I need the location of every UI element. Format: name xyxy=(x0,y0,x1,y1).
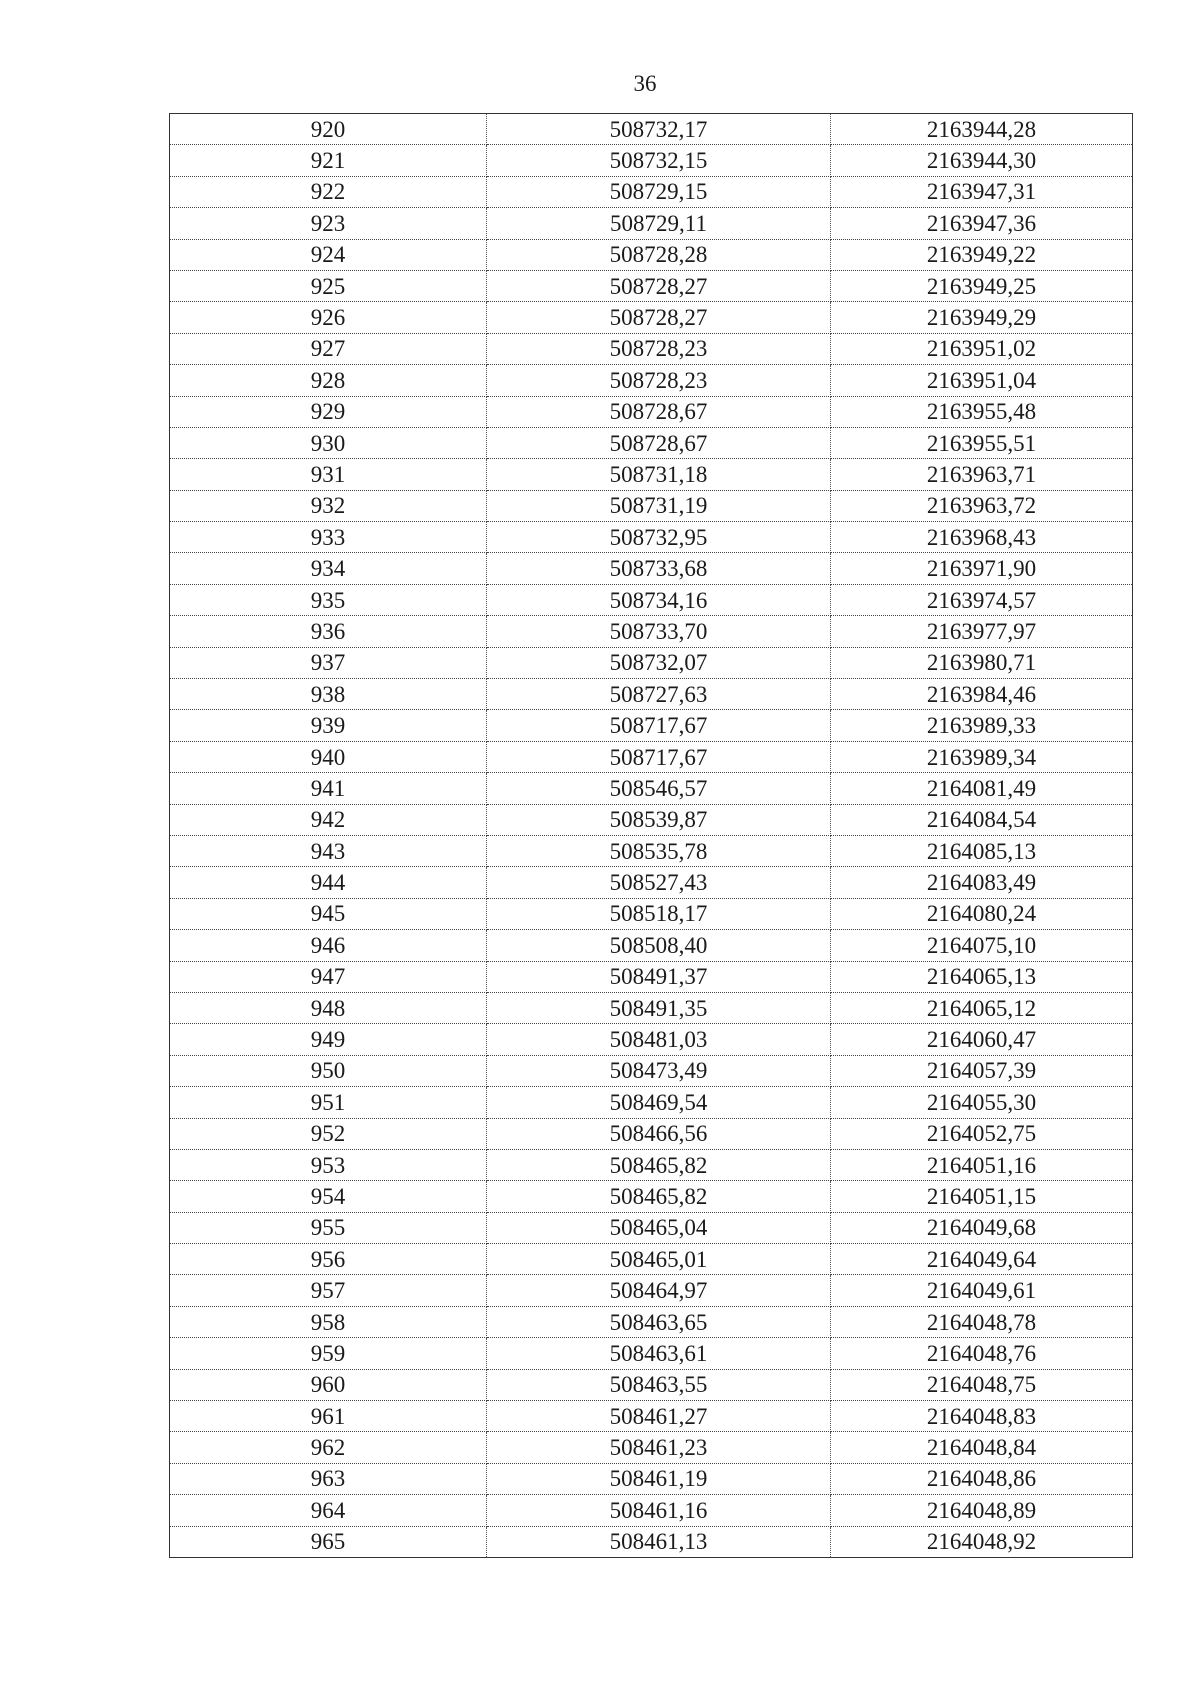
point-number-cell: 931 xyxy=(170,459,487,490)
x-coordinate-cell: 508465,01 xyxy=(487,1244,831,1275)
y-coordinate-cell: 2164075,10 xyxy=(831,930,1133,961)
table-row xyxy=(170,208,1133,239)
coordinates-table xyxy=(169,113,1133,1558)
point-number-cell: 964 xyxy=(170,1495,487,1526)
table-row xyxy=(170,679,1133,710)
y-coordinate-cell: 2163974,57 xyxy=(831,584,1133,615)
x-coordinate-cell: 508481,03 xyxy=(487,1024,831,1055)
y-coordinate-cell: 2164065,12 xyxy=(831,992,1133,1023)
y-coordinate-cell: 2164065,13 xyxy=(831,961,1133,992)
table-row xyxy=(170,270,1133,301)
x-coordinate-cell: 508729,11 xyxy=(487,208,831,239)
table-row xyxy=(170,302,1133,333)
point-number-cell: 934 xyxy=(170,553,487,584)
y-coordinate-cell: 2164060,47 xyxy=(831,1024,1133,1055)
x-coordinate-cell: 508728,23 xyxy=(487,333,831,364)
point-number-cell: 949 xyxy=(170,1024,487,1055)
x-coordinate-cell: 508463,55 xyxy=(487,1369,831,1400)
x-coordinate-cell: 508731,18 xyxy=(487,459,831,490)
point-number-cell: 936 xyxy=(170,616,487,647)
x-coordinate-cell: 508469,54 xyxy=(487,1087,831,1118)
y-coordinate-cell: 2164048,78 xyxy=(831,1306,1133,1337)
point-number-cell: 951 xyxy=(170,1087,487,1118)
coordinates-table-body xyxy=(170,114,1133,1558)
table-row xyxy=(170,365,1133,396)
table-row xyxy=(170,1369,1133,1400)
table-row xyxy=(170,1401,1133,1432)
table-row xyxy=(170,396,1133,427)
y-coordinate-cell: 2163963,72 xyxy=(831,490,1133,521)
y-coordinate-cell: 2164051,15 xyxy=(831,1181,1133,1212)
x-coordinate-cell: 508491,37 xyxy=(487,961,831,992)
x-coordinate-cell: 508464,97 xyxy=(487,1275,831,1306)
x-coordinate-cell: 508734,16 xyxy=(487,584,831,615)
table-row xyxy=(170,522,1133,553)
y-coordinate-cell: 2164083,49 xyxy=(831,867,1133,898)
y-coordinate-cell: 2163977,97 xyxy=(831,616,1133,647)
table-row xyxy=(170,616,1133,647)
y-coordinate-cell: 2163989,33 xyxy=(831,710,1133,741)
table-row xyxy=(170,1024,1133,1055)
point-number-cell: 935 xyxy=(170,584,487,615)
x-coordinate-cell: 508728,28 xyxy=(487,239,831,270)
point-number-cell: 950 xyxy=(170,1055,487,1086)
x-coordinate-cell: 508728,67 xyxy=(487,427,831,458)
x-coordinate-cell: 508539,87 xyxy=(487,804,831,835)
x-coordinate-cell: 508518,17 xyxy=(487,898,831,929)
point-number-cell: 957 xyxy=(170,1275,487,1306)
y-coordinate-cell: 2164049,68 xyxy=(831,1212,1133,1243)
point-number-cell: 925 xyxy=(170,270,487,301)
table-row xyxy=(170,176,1133,207)
table-row xyxy=(170,1275,1133,1306)
table-row xyxy=(170,553,1133,584)
x-coordinate-cell: 508473,49 xyxy=(487,1055,831,1086)
point-number-cell: 929 xyxy=(170,396,487,427)
x-coordinate-cell: 508732,07 xyxy=(487,647,831,678)
table-row xyxy=(170,1181,1133,1212)
point-number-cell: 941 xyxy=(170,773,487,804)
y-coordinate-cell: 2163949,25 xyxy=(831,270,1133,301)
y-coordinate-cell: 2164048,75 xyxy=(831,1369,1133,1400)
x-coordinate-cell: 508732,17 xyxy=(487,114,831,145)
table-row xyxy=(170,114,1133,145)
point-number-cell: 946 xyxy=(170,930,487,961)
table-row xyxy=(170,1087,1133,1118)
point-number-cell: 962 xyxy=(170,1432,487,1463)
point-number-cell: 958 xyxy=(170,1306,487,1337)
x-coordinate-cell: 508733,68 xyxy=(487,553,831,584)
point-number-cell: 926 xyxy=(170,302,487,333)
y-coordinate-cell: 2164084,54 xyxy=(831,804,1133,835)
table-row xyxy=(170,804,1133,835)
x-coordinate-cell: 508463,61 xyxy=(487,1338,831,1369)
y-coordinate-cell: 2163955,48 xyxy=(831,396,1133,427)
y-coordinate-cell: 2164049,61 xyxy=(831,1275,1133,1306)
y-coordinate-cell: 2163984,46 xyxy=(831,679,1133,710)
y-coordinate-cell: 2163980,71 xyxy=(831,647,1133,678)
point-number-cell: 933 xyxy=(170,522,487,553)
table-row xyxy=(170,835,1133,866)
y-coordinate-cell: 2163947,31 xyxy=(831,176,1133,207)
point-number-cell: 942 xyxy=(170,804,487,835)
x-coordinate-cell: 508465,04 xyxy=(487,1212,831,1243)
y-coordinate-cell: 2164051,16 xyxy=(831,1149,1133,1180)
y-coordinate-cell: 2163944,28 xyxy=(831,114,1133,145)
point-number-cell: 956 xyxy=(170,1244,487,1275)
table-row xyxy=(170,333,1133,364)
y-coordinate-cell: 2164080,24 xyxy=(831,898,1133,929)
table-row xyxy=(170,1118,1133,1149)
y-coordinate-cell: 2163963,71 xyxy=(831,459,1133,490)
x-coordinate-cell: 508728,23 xyxy=(487,365,831,396)
y-coordinate-cell: 2164048,89 xyxy=(831,1495,1133,1526)
table-row xyxy=(170,459,1133,490)
point-number-cell: 921 xyxy=(170,145,487,176)
y-coordinate-cell: 2164055,30 xyxy=(831,1087,1133,1118)
x-coordinate-cell: 508535,78 xyxy=(487,835,831,866)
point-number-cell: 945 xyxy=(170,898,487,929)
point-number-cell: 920 xyxy=(170,114,487,145)
point-number-cell: 939 xyxy=(170,710,487,741)
point-number-cell: 955 xyxy=(170,1212,487,1243)
x-coordinate-cell: 508546,57 xyxy=(487,773,831,804)
table-row xyxy=(170,898,1133,929)
table-row xyxy=(170,1149,1133,1180)
table-row xyxy=(170,1306,1133,1337)
table-row xyxy=(170,992,1133,1023)
table-row xyxy=(170,961,1133,992)
point-number-cell: 937 xyxy=(170,647,487,678)
table-row xyxy=(170,145,1133,176)
y-coordinate-cell: 2164048,84 xyxy=(831,1432,1133,1463)
x-coordinate-cell: 508465,82 xyxy=(487,1181,831,1212)
y-coordinate-cell: 2164057,39 xyxy=(831,1055,1133,1086)
point-number-cell: 947 xyxy=(170,961,487,992)
y-coordinate-cell: 2163951,04 xyxy=(831,365,1133,396)
table-row xyxy=(170,1526,1133,1557)
x-coordinate-cell: 508727,63 xyxy=(487,679,831,710)
y-coordinate-cell: 2163949,29 xyxy=(831,302,1133,333)
y-coordinate-cell: 2163968,43 xyxy=(831,522,1133,553)
point-number-cell: 943 xyxy=(170,835,487,866)
y-coordinate-cell: 2164052,75 xyxy=(831,1118,1133,1149)
x-coordinate-cell: 508527,43 xyxy=(487,867,831,898)
x-coordinate-cell: 508461,27 xyxy=(487,1401,831,1432)
y-coordinate-cell: 2163947,36 xyxy=(831,208,1133,239)
x-coordinate-cell: 508717,67 xyxy=(487,741,831,772)
y-coordinate-cell: 2163944,30 xyxy=(831,145,1133,176)
point-number-cell: 940 xyxy=(170,741,487,772)
x-coordinate-cell: 508731,19 xyxy=(487,490,831,521)
y-coordinate-cell: 2164048,76 xyxy=(831,1338,1133,1369)
point-number-cell: 938 xyxy=(170,679,487,710)
y-coordinate-cell: 2164048,83 xyxy=(831,1401,1133,1432)
point-number-cell: 932 xyxy=(170,490,487,521)
table-row xyxy=(170,1463,1133,1494)
x-coordinate-cell: 508508,40 xyxy=(487,930,831,961)
y-coordinate-cell: 2163989,34 xyxy=(831,741,1133,772)
table-row xyxy=(170,1495,1133,1526)
x-coordinate-cell: 508732,95 xyxy=(487,522,831,553)
y-coordinate-cell: 2164081,49 xyxy=(831,773,1133,804)
table-row xyxy=(170,1338,1133,1369)
point-number-cell: 922 xyxy=(170,176,487,207)
point-number-cell: 923 xyxy=(170,208,487,239)
x-coordinate-cell: 508465,82 xyxy=(487,1149,831,1180)
x-coordinate-cell: 508728,27 xyxy=(487,302,831,333)
table-row xyxy=(170,1212,1133,1243)
y-coordinate-cell: 2163949,22 xyxy=(831,239,1133,270)
x-coordinate-cell: 508463,65 xyxy=(487,1306,831,1337)
y-coordinate-cell: 2164049,64 xyxy=(831,1244,1133,1275)
x-coordinate-cell: 508461,23 xyxy=(487,1432,831,1463)
y-coordinate-cell: 2163971,90 xyxy=(831,553,1133,584)
table-row xyxy=(170,930,1133,961)
table-row xyxy=(170,239,1133,270)
table-row xyxy=(170,867,1133,898)
y-coordinate-cell: 2163955,51 xyxy=(831,427,1133,458)
point-number-cell: 928 xyxy=(170,365,487,396)
table-row xyxy=(170,773,1133,804)
x-coordinate-cell: 508461,16 xyxy=(487,1495,831,1526)
page-number: 36 xyxy=(633,71,657,96)
x-coordinate-cell: 508728,27 xyxy=(487,270,831,301)
table-row xyxy=(170,1055,1133,1086)
x-coordinate-cell: 508729,15 xyxy=(487,176,831,207)
x-coordinate-cell: 508491,35 xyxy=(487,992,831,1023)
point-number-cell: 954 xyxy=(170,1181,487,1212)
point-number-cell: 927 xyxy=(170,333,487,364)
x-coordinate-cell: 508717,67 xyxy=(487,710,831,741)
table-row xyxy=(170,584,1133,615)
point-number-cell: 965 xyxy=(170,1526,487,1557)
y-coordinate-cell: 2164048,86 xyxy=(831,1463,1133,1494)
x-coordinate-cell: 508733,70 xyxy=(487,616,831,647)
point-number-cell: 948 xyxy=(170,992,487,1023)
table-row xyxy=(170,427,1133,458)
x-coordinate-cell: 508732,15 xyxy=(487,145,831,176)
table-row xyxy=(170,647,1133,678)
point-number-cell: 959 xyxy=(170,1338,487,1369)
point-number-cell: 953 xyxy=(170,1149,487,1180)
y-coordinate-cell: 2164048,92 xyxy=(831,1526,1133,1557)
table-row xyxy=(170,490,1133,521)
y-coordinate-cell: 2164085,13 xyxy=(831,835,1133,866)
point-number-cell: 963 xyxy=(170,1463,487,1494)
table-row xyxy=(170,710,1133,741)
point-number-cell: 924 xyxy=(170,239,487,270)
point-number-cell: 960 xyxy=(170,1369,487,1400)
table-row xyxy=(170,1244,1133,1275)
point-number-cell: 961 xyxy=(170,1401,487,1432)
y-coordinate-cell: 2163951,02 xyxy=(831,333,1133,364)
x-coordinate-cell: 508466,56 xyxy=(487,1118,831,1149)
x-coordinate-cell: 508461,19 xyxy=(487,1463,831,1494)
point-number-cell: 952 xyxy=(170,1118,487,1149)
x-coordinate-cell: 508728,67 xyxy=(487,396,831,427)
x-coordinate-cell: 508461,13 xyxy=(487,1526,831,1557)
point-number-cell: 930 xyxy=(170,427,487,458)
table-row xyxy=(170,741,1133,772)
table-row xyxy=(170,1432,1133,1463)
point-number-cell: 944 xyxy=(170,867,487,898)
